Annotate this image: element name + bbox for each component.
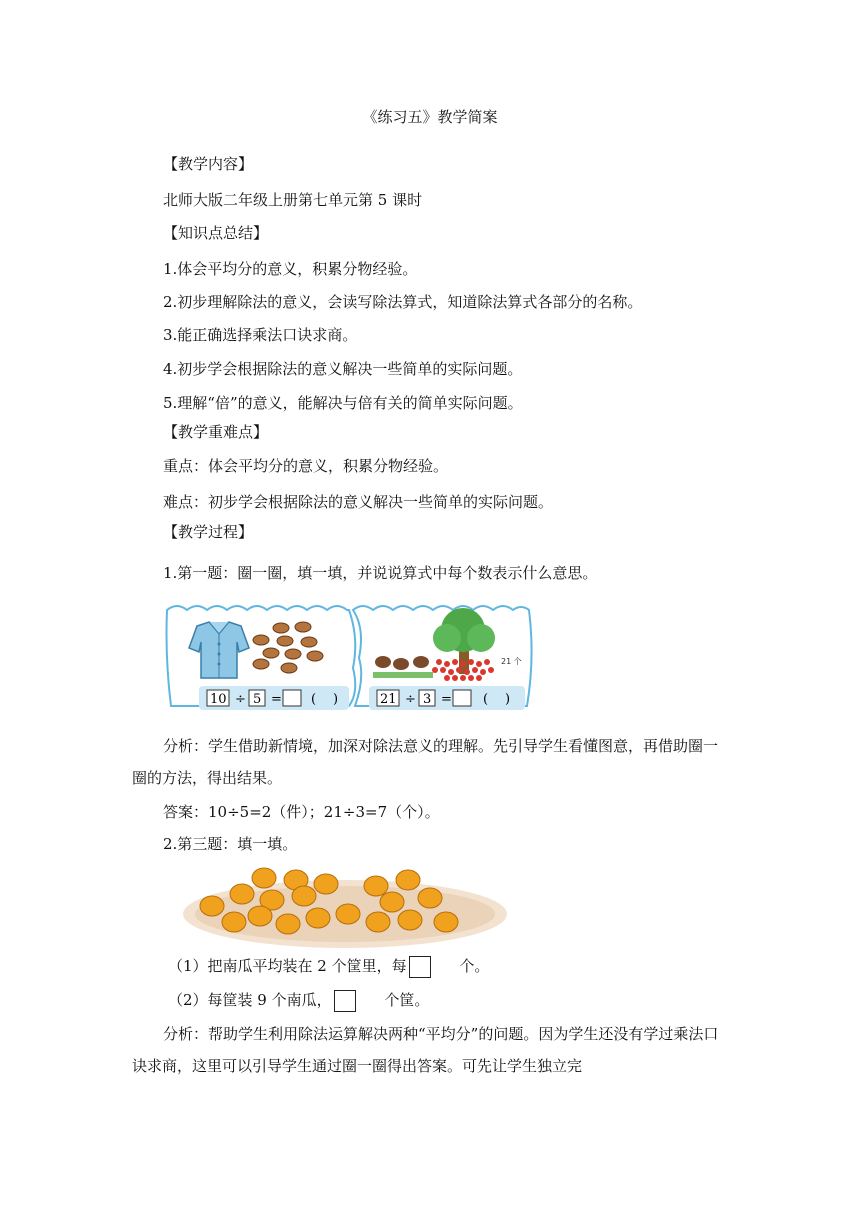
knowledge-item-1: 1.体会平均分的意义，积累分物经验。 [163,260,418,278]
question-1: 1.第一题：圈一圈，填一填，并说说算式中每个数表示什么意思。 [163,564,598,582]
left-dividend: 10 [210,692,227,707]
q2-sub2-answer-box[interactable] [334,990,356,1012]
right-divide-sign: ÷ [405,692,416,707]
right-equals: = [441,692,452,707]
q2-sub2-text-b: 个筐。 [384,991,430,1009]
knowledge-item-3: 3.能正确选择乘法口诀求商。 [163,326,358,344]
q2-analysis: 分析：帮助学生利用除法运算解决两种“平均分”的问题。因为学生还没有学过乘法口诀求商，这里可以引导学生通过圈一圈得出答案。可先让学生独立完 [132,1025,719,1075]
content-heading: 【教学内容】 [163,155,254,173]
process-heading: 【教学过程】 [163,523,254,541]
left-divide-sign: ÷ [235,692,246,707]
q1-answer: 答案：10÷5=2（件）；21÷3=7（个）。 [163,803,440,821]
q1-analysis: 分析：学生借助新情境，加深对除法意义的理解。先引导学生看懂图意，再借助圈一圈的方法，得出结果。 [132,737,719,787]
right-paren-close: ) [505,692,511,707]
hard-point: 难点：初步学会根据除法的意义解决一些简单的实际问题。 [163,493,554,511]
left-answer-box[interactable] [283,690,301,706]
q2-sub1-answer-box[interactable] [409,956,431,978]
q2-sub2-text-a: （2）每筐装 9 个南瓜， [168,991,332,1009]
q2-sub1-text-a: （1）把南瓜平均装在 2 个筐里，每 [168,957,407,975]
q2-sub2 [168,990,429,1012]
left-equals: = [271,692,282,707]
knowledge-heading: 【知识点总结】 [163,224,269,242]
q2-sub1-text-b: 个。 [459,957,490,975]
count-label: 21 个 [501,657,522,666]
left-divisor: 5 [253,692,262,707]
key-point: 重点：体会平均分的意义，积累分物经验。 [163,457,449,475]
page-title: 《练习五》教学简案 [362,108,498,126]
left-paren-open: ( [311,692,317,707]
right-dividend: 21 [380,692,397,707]
hedgehog-group-icon [375,656,429,670]
figure-shirt-walnuts-tree [163,598,535,714]
question-2: 2.第三题：填一填。 [163,835,298,853]
knowledge-item-4: 4.初步学会根据除法的意义解决一些简单的实际问题。 [163,360,523,378]
right-answer-box[interactable] [453,690,471,706]
figure-pumpkins [180,862,510,952]
content-text: 北师大版二年级上册第七单元第 5 课时 [163,191,423,209]
left-paren-close: ) [333,692,339,707]
difficulty-heading: 【教学重难点】 [163,423,269,441]
q2-sub1 [168,956,489,978]
knowledge-item-5: 5.理解“倍”的意义，能解决与倍有关的简单实际问题。 [163,394,523,412]
right-paren-open: ( [483,692,489,707]
right-divisor: 3 [423,692,432,707]
knowledge-item-2: 2.初步理解除法的意义，会读写除法算式，知道除法算式各部分的名称。 [163,293,643,311]
